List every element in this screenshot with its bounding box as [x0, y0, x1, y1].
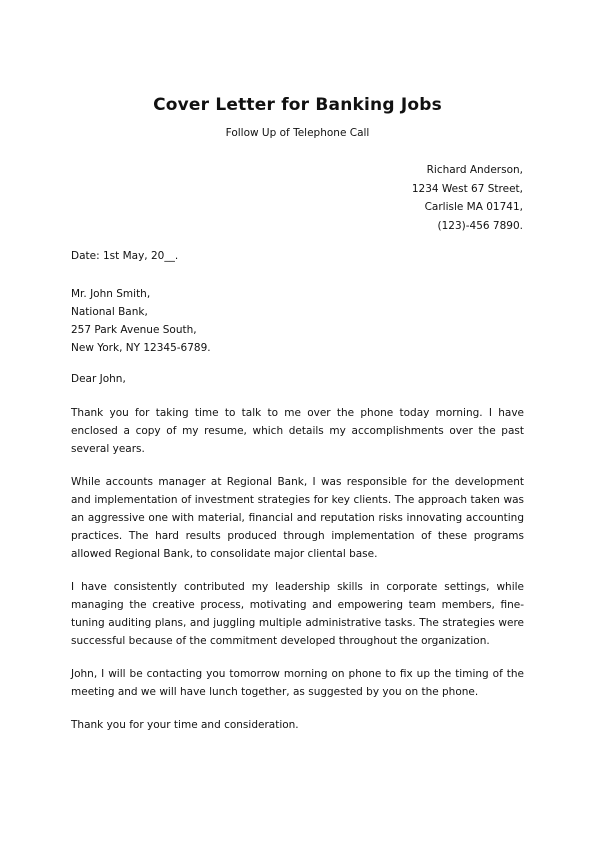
page-title: Cover Letter for Banking Jobs — [153, 95, 442, 115]
sender-city: Carlisle MA 01741, — [424, 201, 523, 213]
letter-body — [71, 404, 524, 749]
sender-name: Richard Anderson, — [426, 164, 523, 176]
closing-line: Thank you for your time and consideration. — [71, 719, 299, 731]
letter-date: Date: 1st May, 20__. — [71, 250, 179, 262]
recipient-city: New York, NY 12345-6789. — [71, 342, 211, 354]
sender-phone: (123)-456 7890. — [437, 219, 523, 232]
body-paragraph: I have consistently contributed my leadership skills in corporate settings, while managing the creative process, motivating and empowering team members, fine-tuning auditing plans, and juggling multiple administrative tasks. The strategies were successful because of the commitment developed throughout the organization. — [71, 581, 524, 647]
recipient-street: 257 Park Avenue South, — [71, 324, 197, 336]
body-paragraph: John, I will be contacting you tomorrow morning on phone to fix up the timing of the meeting and we will have lunch together, as suggested by you on the phone. — [71, 668, 524, 698]
recipient-address-block — [71, 285, 211, 357]
recipient-company: National Bank, — [71, 306, 148, 318]
recipient-name: Mr. John Smith, — [71, 288, 151, 300]
sender-street: 1234 West 67 Street, — [411, 182, 523, 195]
salutation: Dear John, — [71, 373, 126, 385]
body-paragraph: While accounts manager at Regional Bank, I was responsible for the development and implementation of investment strategies for key clients. The approach taken was an aggressive one with material, financial and reputation risks innovating accounting practices. The hard results produced through implementation of these programs allowed Regional Bank, to consolidate major cliental base. — [71, 476, 524, 560]
body-paragraph: Thank you for taking time to talk to me over the phone today morning. I have enclosed a copy of my resume, which details my accomplishments over the past several years. — [71, 407, 524, 455]
sender-address-block — [412, 161, 523, 235]
page-subtitle: Follow Up of Telephone Call — [225, 127, 370, 139]
